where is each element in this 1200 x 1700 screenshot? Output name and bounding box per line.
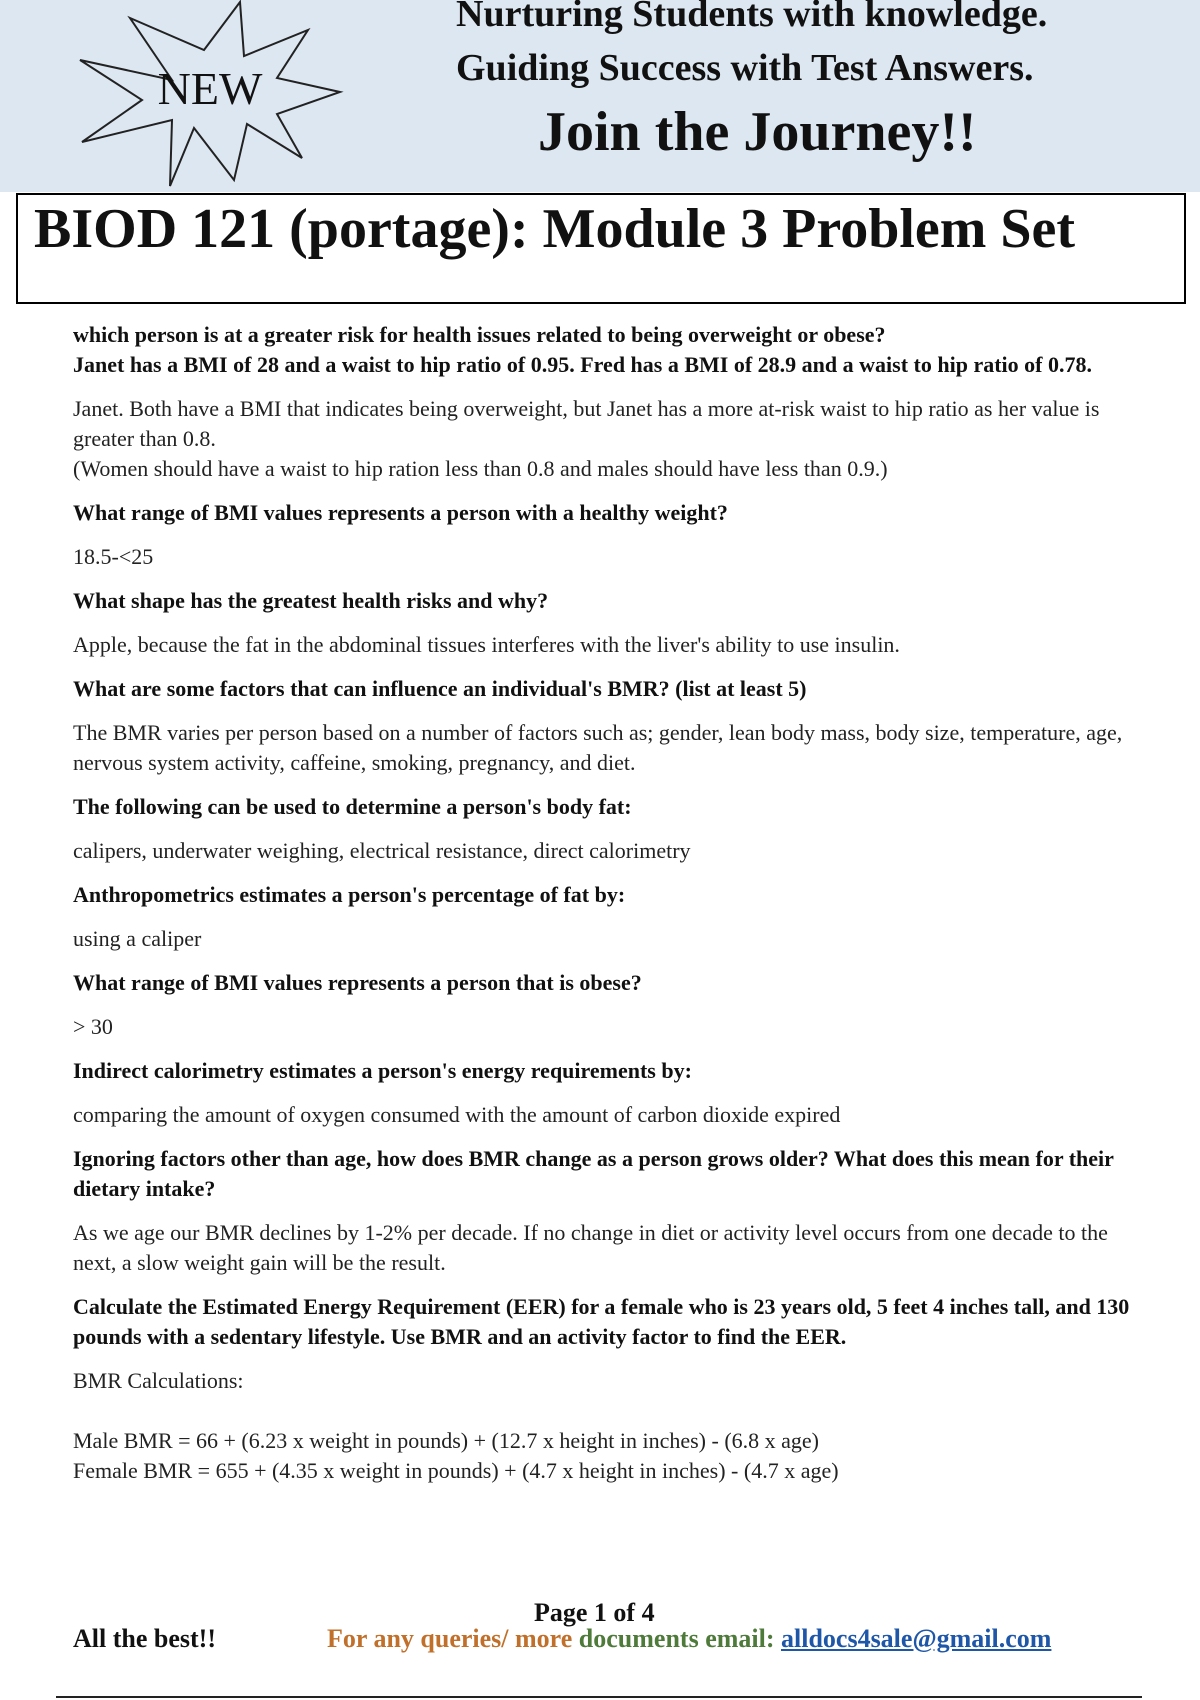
banner-line-2: Guiding Success with Test Answers.	[456, 47, 1034, 89]
question-7: What range of BMI values represents a person that is obese?	[73, 970, 642, 995]
contact-text-part-2: documents email:	[578, 1624, 775, 1653]
answer-7: > 30	[73, 1014, 113, 1039]
answer-5: calipers, underwater weighing, electrical resistance, direct calorimetry	[73, 838, 691, 863]
answer-8: comparing the amount of oxygen consumed with the amount of carbon dioxide expired	[73, 1102, 841, 1127]
question-3: What shape has the greatest health risks and why?	[73, 588, 549, 613]
bmr-heading: BMR Calculations:	[73, 1368, 244, 1393]
footer-contact	[327, 1624, 1051, 1654]
question-eer: Calculate the Estimated Energy Requirement (EER) for a female who is 23 years old, 5 feet 4 inches tall, and 130 pounds with a sedentary lifestyle. Use BMR and an activity factor to find the EER.	[73, 1294, 1130, 1349]
answer-1: Janet. Both have a BMI that indicates being overweight, but Janet has a more at-risk waist to hip ratio as her value is greater than 0.8. (Women should have a waist to hip ration less than 0.8 and males should have less than 0.9.)	[73, 396, 1100, 481]
problem-set-content	[73, 320, 1133, 1500]
question-4: What are some factors that can influence an individual's BMR? (list at least 5)	[73, 676, 807, 701]
answer-4: The BMR varies per person based on a number of factors such as; gender, lean body mass, body size, temperature, age, nervous system activity, caffeine, smoking, pregnancy, and diet.	[73, 720, 1123, 775]
question-8: Indirect calorimetry estimates a person's energy requirements by:	[73, 1058, 692, 1083]
question-5: The following can be used to determine a person's body fat:	[73, 794, 632, 819]
document-title: BIOD 121 (portage): Module 3 Problem Set	[34, 198, 1076, 260]
answer-2: 18.5-<25	[73, 544, 154, 569]
question-2: What range of BMI values represents a person with a healthy weight?	[73, 500, 728, 525]
answer-6: using a caliper	[73, 926, 202, 951]
question-9: Ignoring factors other than age, how does BMR change as a person grows older? What does this mean for their dietary intake?	[73, 1146, 1114, 1201]
new-badge-text: NEW	[157, 63, 263, 114]
page-number: Page 1 of 4	[534, 1598, 655, 1627]
question-6: Anthropometrics estimates a person's percentage of fat by:	[73, 882, 626, 907]
title-box	[16, 193, 1186, 304]
answer-3: Apple, because the fat in the abdominal tissues interferes with the liver's ability to use insulin.	[73, 632, 900, 657]
starburst-badge	[72, 0, 352, 188]
promo-banner	[0, 0, 1200, 192]
contact-text-part-1: For any queries/ more	[327, 1624, 573, 1653]
female-bmr-formula: Female BMR = 655 + (4.35 x weight in pounds) + (4.7 x height in inches) - (4.7 x age)	[73, 1458, 839, 1483]
banner-headline: Join the Journey!!	[538, 101, 977, 163]
question-1: which person is at a greater risk for health issues related to being overweight or obese? Janet has a BMI of 28 and a waist to hip ratio of 0.95. Fred has a BMI of 28.9 and a waist to hip ratio of 0.78.	[73, 322, 1092, 377]
contact-email-link[interactable]: alldocs4sale@gmail.com	[781, 1624, 1052, 1653]
male-bmr-formula: Male BMR = 66 + (6.23 x weight in pounds) + (12.7 x height in inches) - (6.8 x age)	[73, 1428, 820, 1453]
answer-9: As we age our BMR declines by 1-2% per decade. If no change in diet or activity level occurs from one decade to the next, a slow weight gain will be the result.	[73, 1220, 1108, 1275]
banner-line-1: Nurturing Students with knowledge.	[456, 0, 1048, 35]
footer-sign-off: All the best!!	[73, 1624, 216, 1653]
bottom-divider	[56, 1696, 1142, 1698]
